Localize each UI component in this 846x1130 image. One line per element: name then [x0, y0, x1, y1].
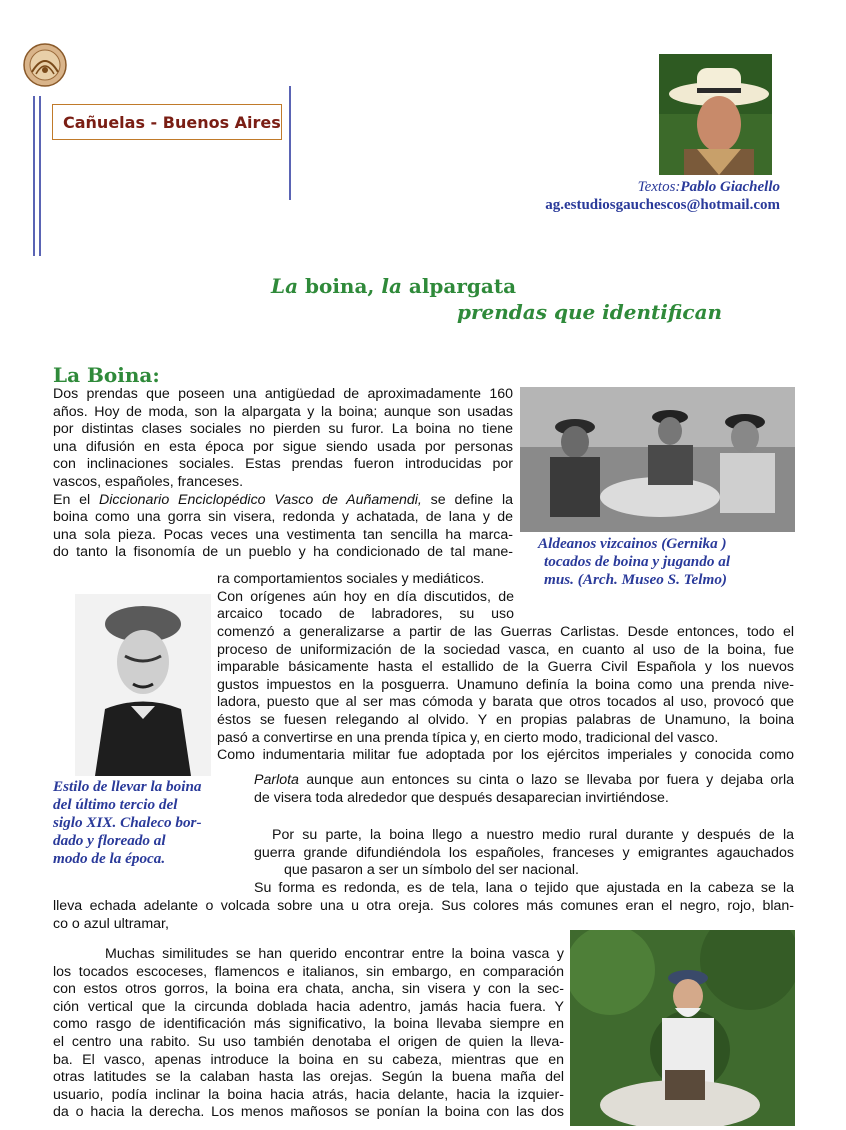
caption-line: mus. (Arch. Museo S. Telmo) [544, 571, 727, 588]
paragraph-intro [53, 386, 513, 562]
paragraph-similitudes [53, 946, 564, 1122]
text-line: usuario, podía inclinar la boina hacia atrás, hacia delante, hacia la izquier- [53, 1086, 564, 1103]
text-line: ladora, puesto que al ser mas cómoda y barata que otros tocados al uso, provocó que [217, 694, 794, 711]
author-photo [659, 54, 772, 175]
text-line: Con orígenes aún hoy en día discutidos, de [217, 588, 514, 605]
paragraph-origins [217, 571, 514, 624]
title-word-boina: boina, [298, 274, 382, 298]
text-line: éstos se fuesen relegando al olvido. Y en propias palabras de Unamuno, la boina [217, 711, 794, 728]
caption-line: siglo XIX. Chaleco bor- [53, 814, 202, 831]
parlota-term: Parlota [254, 772, 299, 788]
caption-line: Aldeanos vizcainos (Gernika ) [538, 535, 727, 552]
text-fragment: se define la [421, 491, 513, 508]
text-line: una difusión en esta época por sigue siendo usada por personas [53, 438, 513, 455]
caption-line: del último tercio del [53, 796, 178, 813]
text-line: guerra grande difundiéndola los españoles, franceses y emigrantes agauchados [254, 844, 794, 861]
left-rule-1 [33, 96, 35, 256]
photo-gaucho [570, 930, 795, 1126]
text-line: con inclinaciones sociales. Estas prendas fueron introducidas por [53, 456, 513, 473]
text-line: lleva echada adelante o volcada sobre una u otra oreja. Sus colores más comunes eran el negro, rojo, blan- [53, 898, 794, 914]
title-word-la: La [271, 274, 299, 298]
text-line: Muchas similitudes se han querido encontrar entre la boina vasca y [105, 946, 564, 962]
caption-line: modo de la época. [53, 850, 166, 867]
author-email[interactable]: ag.estudiosgauchescos@hotmail.com [545, 197, 780, 213]
left-rule-2 [39, 96, 41, 256]
paragraph-rural [254, 827, 794, 897]
text-line: que pasaron a ser un símbolo del ser nacional. [284, 862, 579, 879]
text-line: da o hacia la derecha. Los menos mañosos se ponían la boina con las dos [53, 1104, 564, 1121]
shell-logo-icon [22, 42, 68, 88]
paragraph-parlota [254, 772, 794, 807]
caption-aldeanos [538, 535, 730, 589]
caption-line: dado y floreado al [53, 832, 166, 849]
paragraph-history [217, 624, 794, 765]
caption-portrait [53, 778, 202, 868]
title-word-alpargata: alpargata [401, 274, 517, 298]
text-line: Por su parte, la boina llego a nuestro medio rural durante y después de la [272, 827, 794, 843]
text-line: otras latitudes se la calaban hasta las orejas. Según la buena maña del [53, 1069, 564, 1086]
dictionary-title: Diccionario Enciclopédico Vasco de Auñamendi, [99, 491, 422, 508]
photo-portrait [75, 594, 211, 776]
text-line: pasó a convertirse en una prenda típica y, en cierto modo, tradicional del vasco. [217, 729, 719, 746]
caption-line: tocados de boina y jugando al [544, 553, 731, 570]
text-line: Su forma es redonda, es de tela, lana o tejido que ajustada en la cabeza se la [254, 879, 794, 896]
text-line: con estos otros gorros, la boina era chata, ancha, sin visera y con la sec- [53, 981, 564, 998]
section-heading: La Boina: [53, 363, 160, 387]
text-line: por distintas clases sociales no pierden su furor. La boina no tiene [53, 421, 513, 438]
location-label: Cañuelas - Buenos Aires [52, 104, 282, 140]
photo-aldeanos [520, 387, 795, 532]
text-line: de visera toda alrededor que después desaparecian invirtiéndose. [254, 789, 669, 806]
text-line: los tocados escoceses, flamencos e italianos, sin embargo, en comparación [53, 963, 564, 980]
text-line: Como indumentaria militar fue adoptada por los ejércitos imperiales y conocida como [217, 747, 794, 764]
credits-author: Pablo Giachello [680, 179, 780, 195]
text-line [53, 492, 513, 510]
text-line [254, 772, 794, 790]
article-title-line1 [271, 274, 516, 298]
text-line: vascos, españoles, franceses. [53, 473, 244, 490]
text-line: imparable básicamente hasta el estallido de la Guerra Civil Española y los nuevos [217, 659, 794, 676]
credits-label: Textos: [637, 179, 681, 195]
text-line: arcaico tocado de labradores, su uso [217, 606, 514, 623]
text-line: proceso de uniformización de la sociedad vasca, en cuanto al uso de la boina, fue [217, 641, 794, 658]
text-line: boina como una gorra sin visera, redonda y achatada, de lana y de [53, 509, 513, 526]
caption-line: Estilo de llevar la boina [53, 778, 202, 795]
text-line: años. Hoy de moda, son la alpargata y la boina; aunque son usadas [53, 403, 513, 420]
text-line: ra comportamientos sociales y mediáticos. [217, 571, 485, 587]
header-rule [289, 86, 291, 200]
text-line: el centro una rabito. Su uso también denotaba el origen de quien la lleva- [53, 1033, 564, 1050]
text-line: como rasgo de identificación más significativo, la boina llevaba siempre en [53, 1016, 564, 1033]
text-fragment: En el [53, 491, 100, 508]
credits [545, 178, 780, 214]
title-word-la2: la [381, 274, 402, 298]
text-line: gustos impuestos en la posguerra. Unamuno definía la boina como una prenda nive- [217, 676, 794, 693]
text-line: do tanto la fisonomía de un pueblo y ha condicionado de tal mane- [53, 544, 513, 561]
text-line: co o azul ultramar, [53, 915, 169, 932]
paragraph-colors [53, 898, 794, 933]
text-line: ción vertical que la circunda doblada hacia adentro, jamás hacia fuera. Y [53, 998, 564, 1015]
text-fragment: aunque aun entonces su cinta o lazo se llevaba por fuera y dejaba orla [298, 772, 794, 788]
text-line: una sola pieza. Pocas veces una vestimenta tan sencilla ha marca- [53, 526, 513, 543]
text-line: ba. El vasco, apenas introduce la boina en su cabeza, mientras que en [53, 1051, 564, 1068]
article-title-line2: prendas que identifican [457, 300, 723, 324]
text-line: Dos prendas que poseen una antigüedad de aproximadamente 160 [53, 386, 513, 402]
text-line: comenzó a generalizarse a partir de las Guerras Carlistas. Desde entonces, todo el [217, 624, 794, 640]
